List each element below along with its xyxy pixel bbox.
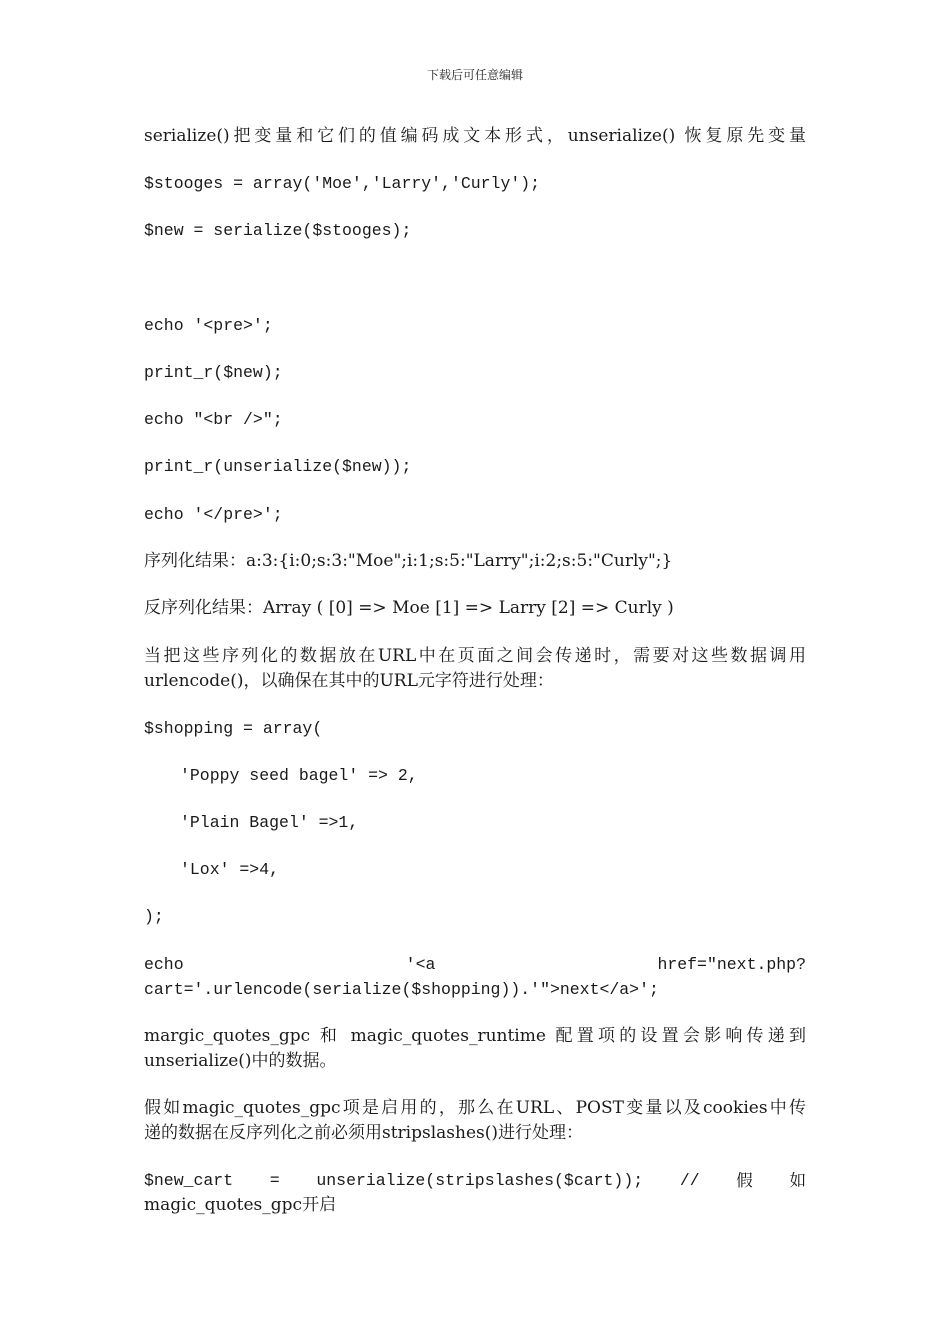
code-line-echo-close-pre: echo '</pre>'; [144,505,283,524]
paragraph-magic-quotes-line-2: unserialize()中的数据。 [144,1051,337,1071]
code-line-print-new: print_r($new); [144,363,283,382]
code-token-anchor: '<a [405,955,436,974]
code-token-href: href="next.php? [657,955,806,974]
code-line-echo-pre: echo '<pre>'; [144,316,273,335]
code-line-new-cart [144,1168,806,1193]
paragraph-gpc-line-1: 假如magic_quotes_gpc项是启用的，那么在URL、POST变量以及cookies中传 [144,1098,806,1118]
code-token-comment: // [679,1171,700,1190]
code-token-jia: 假 [736,1171,753,1190]
code-line-echo-link-2: cart='.urlencode(serialize($shopping)).'">next</a>'; [144,980,659,999]
code-line-shopping: $shopping = array( [144,719,323,738]
code-line-print-unserialize: print_r(unserialize($new)); [144,457,412,476]
text-line-1: serialize()把变量和它们的值编码成文本形式，unserialize() 恢复原先变量 [144,126,806,146]
code-token-echo: echo [144,955,184,974]
code-token-ru: 如 [789,1171,806,1190]
code-line-close-array: ); [144,907,164,926]
code-token-new-cart: $new_cart [144,1171,234,1190]
paragraph-urlencode-line-2: urlencode()，以确保在其中的URL元字符进行处理： [144,671,554,691]
code-line-plain-bagel: 'Plain Bagel' =>1, [180,813,359,832]
code-line-stooges: $stooges = array('Moe','Larry','Curly'); [144,174,541,193]
code-token-equals: = [269,1171,280,1190]
code-line-echo-link-1 [144,952,806,977]
code-token-unserialize: unserialize(stripslashes($cart)); [316,1171,644,1190]
code-line-echo-br: echo "<br />"; [144,410,283,429]
page-header: 下载后可任意编辑 [426,68,523,82]
code-line-gpc-on: magic_quotes_gpc开启 [144,1195,337,1215]
code-line-poppy: 'Poppy seed bagel' => 2, [180,766,418,785]
serialize-result: 序列化结果：a:3:{i:0;s:3:"Moe";i:1;s:5:"Larry";i:2;s:5:"Curly";} [144,551,673,571]
paragraph-gpc-line-2: 递的数据在反序列化之前必须用stripslashes()进行处理： [144,1123,584,1143]
paragraph-magic-quotes-line-1: margic_quotes_gpc 和 magic_quotes_runtime 配置项的设置会影响传递到 [144,1026,806,1046]
code-line-serialize: $new = serialize($stooges); [144,221,412,240]
unserialize-result: 反序列化结果：Array ( [0] => Moe [1] => Larry [2] => Curly ) [144,598,674,618]
paragraph-urlencode-line-1: 当把这些序列化的数据放在URL中在页面之间会传递时，需要对这些数据调用 [144,646,806,666]
code-line-lox: 'Lox' =>4, [180,860,280,879]
